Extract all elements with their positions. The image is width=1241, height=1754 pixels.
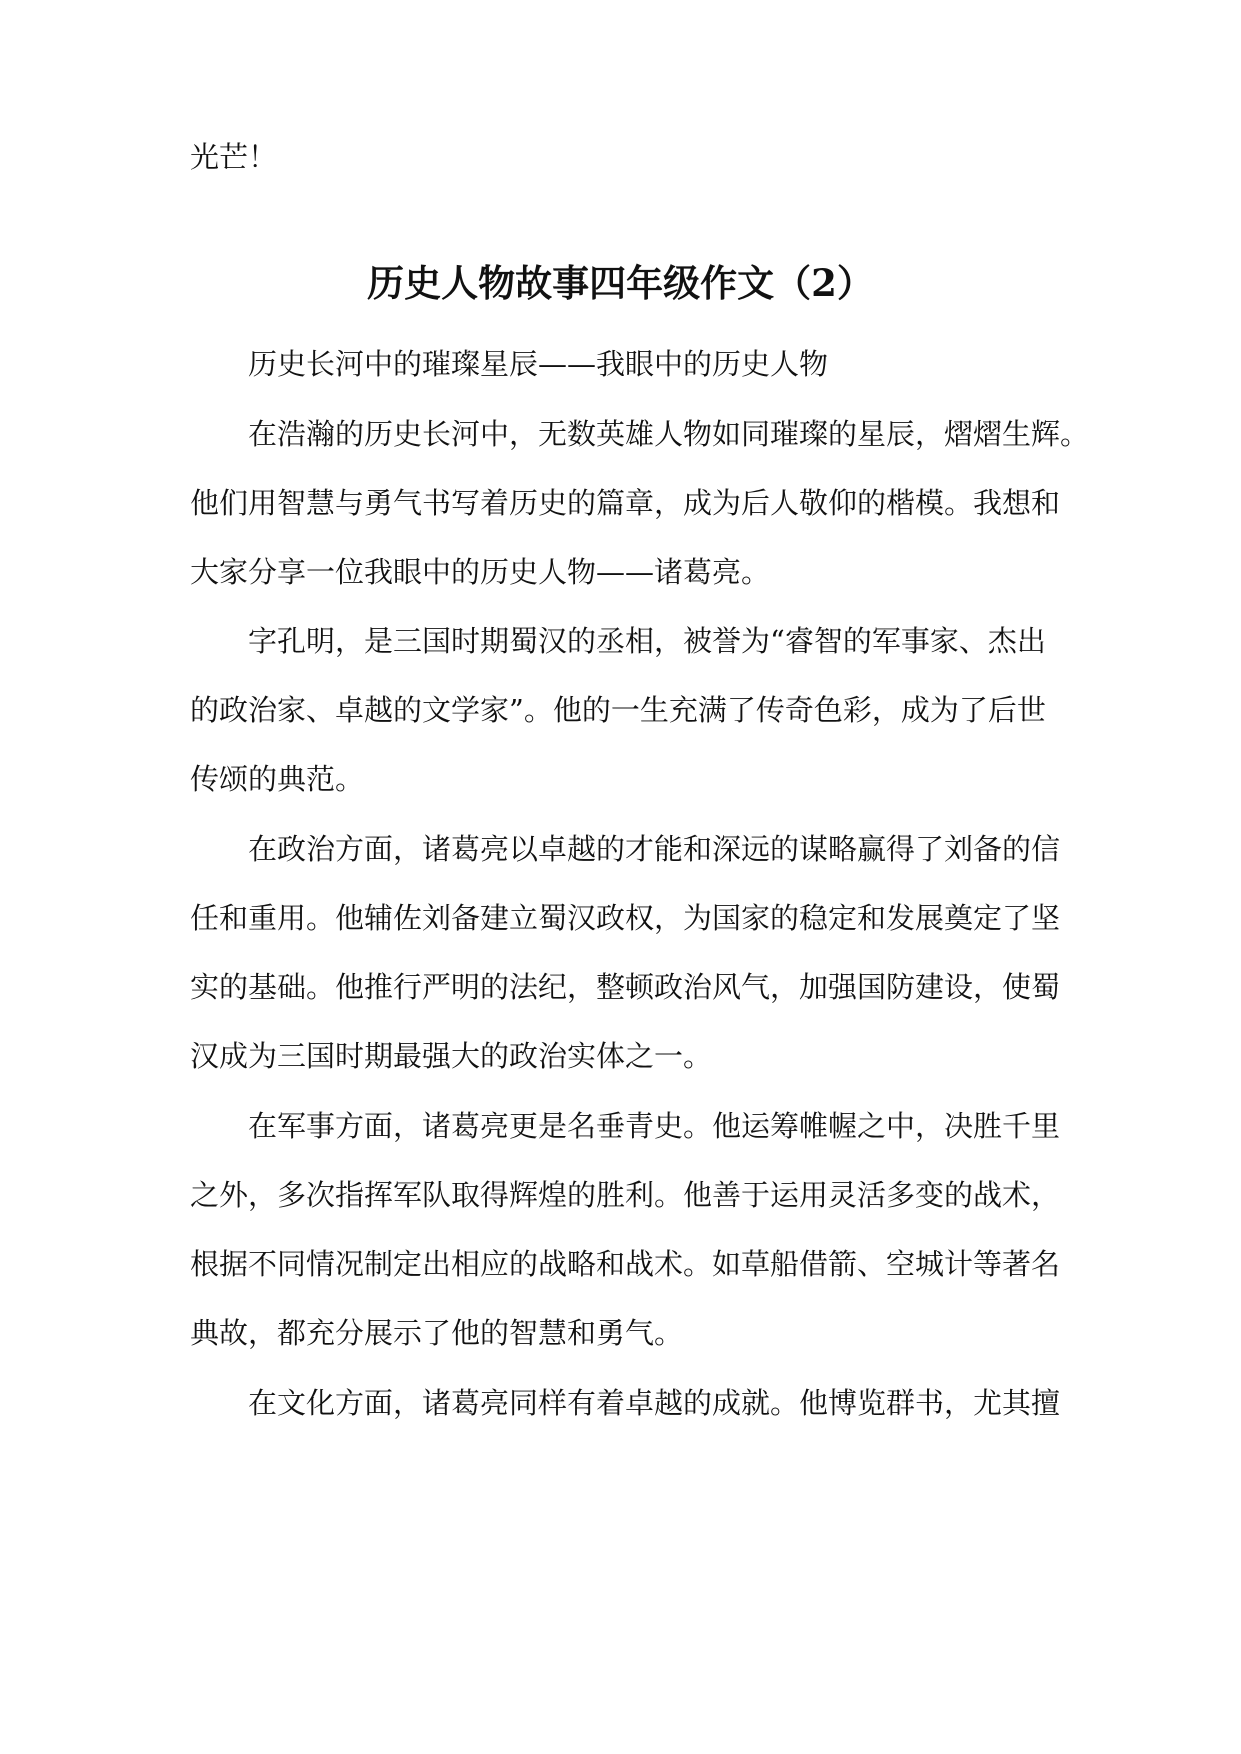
paragraph-line: 实的基础。他推行严明的法纪，整顿政治风气，加强国防建设，使蜀 [190,970,1061,1004]
paragraph-line: 典故，都充分展示了他的智慧和勇气。 [190,1316,684,1350]
paragraph-line: 大家分享一位我眼中的历史人物——诸葛亮。 [190,555,771,589]
paragraph-line: 在浩瀚的历史长河中，无数英雄人物如同璀璨的星辰，熠熠生辉。 [248,417,1090,451]
paragraph-line: 根据不同情况制定出相应的战略和战术。如草船借箭、空城计等著名 [190,1247,1061,1281]
document-title: 历史人物故事四年级作文（2） [367,261,874,305]
paragraph-line: 在军事方面，诸葛亮更是名垂青史。他运筹帷幄之中，决胜千里 [248,1109,1061,1143]
paragraph-line: 在政治方面，诸葛亮以卓越的才能和深远的谋略赢得了刘备的信 [248,832,1061,866]
paragraph-line: 任和重用。他辅佐刘备建立蜀汉政权，为国家的稳定和发展奠定了坚 [190,901,1061,935]
paragraph-line: 在文化方面，诸葛亮同样有着卓越的成就。他博览群书，尤其擅 [248,1386,1061,1420]
paragraph-line: 传颂的典范。 [190,762,365,796]
paragraph-line: 汉成为三国时期最强大的政治实体之一。 [190,1039,713,1073]
paragraph-line: 他们用智慧与勇气书写着历史的篇章，成为后人敬仰的楷模。我想和 [190,486,1061,520]
essay-subtitle: 历史长河中的璀璨星辰——我眼中的历史人物 [248,347,829,381]
carryover-text-line: 光芒！ [190,140,278,174]
paragraph-line: 的政治家、卓越的文学家”。他的一生充满了传奇色彩，成为了后世 [190,693,1046,727]
paragraph-line: 之外，多次指挥军队取得辉煌的胜利。他善于运用灵活多变的战术， [190,1178,1061,1212]
paragraph-line: 字孔明，是三国时期蜀汉的丞相，被誉为“睿智的军事家、杰出 [248,624,1046,658]
